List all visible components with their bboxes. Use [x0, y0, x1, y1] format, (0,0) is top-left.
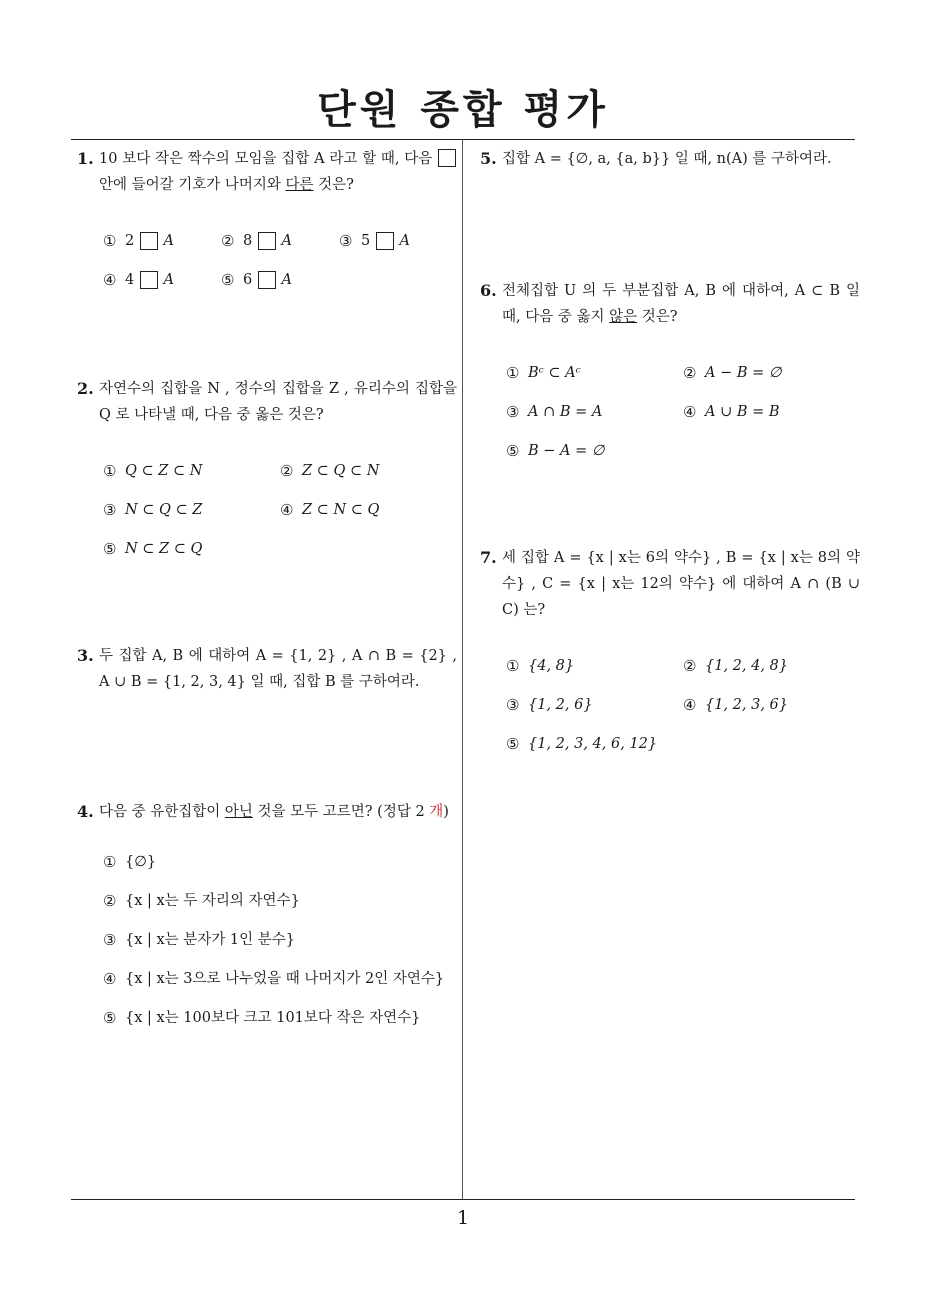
question-2 [77, 376, 457, 568]
question-1 [77, 146, 457, 299]
answer-box [376, 232, 394, 250]
choice[interactable]: ③ N ⊂ Q ⊂ Z [103, 500, 203, 519]
choice[interactable]: ② Z ⊂ Q ⊂ N [280, 461, 380, 480]
question-3-stem-text: 두 집합 A, B 에 대하여 A = {1, 2} , A ∩ B = {2} , A ∪ B = {1, 2, 3, 4} 일 때, 집합 B 를 구하여라. [99, 648, 457, 690]
choice[interactable]: ④ A ∪ B = B [683, 402, 780, 421]
choice[interactable]: ③ {1, 2, 6} [506, 695, 593, 714]
choice[interactable]: ① Bᶜ ⊂ Aᶜ [506, 363, 581, 382]
choice[interactable]: ① Q ⊂ Z ⊂ N [103, 461, 203, 480]
answer-box [438, 149, 456, 167]
question-5-stem [480, 146, 860, 172]
question-2-stem [77, 376, 457, 428]
choice[interactable]: ② {x | x는 두 자리의 자연수} [103, 892, 300, 910]
question-6-number: 6. [480, 281, 497, 300]
question-6-choices [506, 353, 860, 470]
choice[interactable]: ④ Z ⊂ N ⊂ Q [280, 500, 380, 519]
question-1-choices [103, 221, 457, 299]
question-5 [480, 146, 860, 172]
question-1-stem-a: 10 보다 작은 짝수의 모임을 집합 A 라고 할 때, 다음 [99, 151, 437, 167]
question-7 [480, 545, 860, 763]
question-6-underlined-word: 않은 [609, 309, 638, 325]
question-6-stem-b: 것은? [637, 309, 678, 325]
question-6 [480, 278, 860, 470]
answer-box [140, 232, 158, 250]
question-1-stem-b: 안에 들어갈 기호가 나머지와 [99, 177, 286, 193]
bottom-rule [71, 1199, 855, 1200]
question-5-number: 5. [480, 149, 497, 168]
question-1-stem [77, 146, 457, 198]
question-7-choices [506, 646, 860, 763]
question-4-stem-c: ) [443, 804, 449, 820]
choice[interactable]: ② {1, 2, 4, 8} [683, 656, 789, 675]
choice[interactable]: ⑤ 6 A [221, 270, 292, 289]
question-4 [77, 799, 457, 1044]
answer-box [258, 232, 276, 250]
question-3-number: 3. [77, 646, 94, 665]
choice[interactable]: ④ 4 A [103, 270, 174, 289]
choice[interactable]: ③ {x | x는 분자가 1인 분수} [103, 931, 296, 949]
choice[interactable]: ② 8 A [221, 231, 292, 250]
choice[interactable]: ⑤ {x | x는 100보다 크고 101보다 작은 자연수} [103, 1009, 421, 1027]
choice[interactable]: ⑤ B − A = ∅ [506, 441, 605, 460]
question-7-stem-text: 세 집합 A = {x | x는 6의 약수} , B = {x | x는 8의 약수} , C = {x | x는 12의 약수} 에 대하여 A ∩ (B ∪ C) 는? [502, 550, 860, 618]
question-7-number: 7. [480, 548, 497, 567]
choice[interactable]: ③ 5 A [339, 231, 410, 250]
question-7-stem [480, 545, 860, 623]
choice[interactable]: ② A − B = ∅ [683, 363, 782, 382]
choice[interactable]: ⑤ {1, 2, 3, 4, 6, 12} [506, 734, 658, 753]
choice[interactable]: ④ {x | x는 3으로 나누었을 때 나머지가 2인 자연수} [103, 970, 445, 988]
question-1-number: 1. [77, 149, 94, 168]
question-2-number: 2. [77, 379, 94, 398]
choice[interactable]: ① {4, 8} [506, 656, 575, 675]
question-5-stem-text: 집합 A = {∅, a, {a, b}} 일 때, n(A) 를 구하여라. [502, 151, 832, 167]
question-4-red-word: 개 [429, 804, 444, 820]
question-4-number: 4. [77, 802, 94, 821]
question-2-stem-text: 자연수의 집합을 N , 정수의 집합을 Z , 유리수의 집합을 Q 로 나타낼 때, 다음 중 옳은 것은? [99, 381, 457, 423]
page-title: 단원 종합 평가 [317, 87, 609, 133]
question-1-stem-c: 것은? [313, 177, 354, 193]
choice[interactable]: ① 2 A [103, 231, 174, 250]
answer-box [140, 271, 158, 289]
answer-box [258, 271, 276, 289]
question-6-stem-a: 전체집합 U 의 두 부분집합 A, B 에 대하여, A ⊂ B 일 때, 다음 중 옳지 [502, 283, 860, 325]
choice[interactable]: ⑤ N ⊂ Z ⊂ Q [103, 539, 203, 558]
question-2-choices [103, 451, 457, 568]
left-column [77, 0, 457, 1190]
question-4-choices [103, 849, 457, 1031]
column-divider [462, 140, 463, 1199]
question-1-underlined-word: 다른 [285, 177, 314, 193]
right-column [480, 0, 860, 1190]
choice[interactable]: ③ A ∩ B = A [506, 402, 603, 421]
question-6-stem [480, 278, 860, 330]
question-4-underlined-word: 아닌 [224, 804, 253, 820]
page-number: 1 [456, 1207, 470, 1229]
choice[interactable]: ④ {1, 2, 3, 6} [683, 695, 789, 714]
question-4-stem-a: 다음 중 유한집합이 [99, 804, 225, 820]
question-3-stem [77, 643, 457, 695]
choice[interactable]: ① {∅} [103, 853, 157, 871]
question-4-stem [77, 799, 457, 825]
question-3 [77, 643, 457, 695]
question-4-stem-b: 것을 모두 고르면? (정답 2 [252, 804, 430, 820]
